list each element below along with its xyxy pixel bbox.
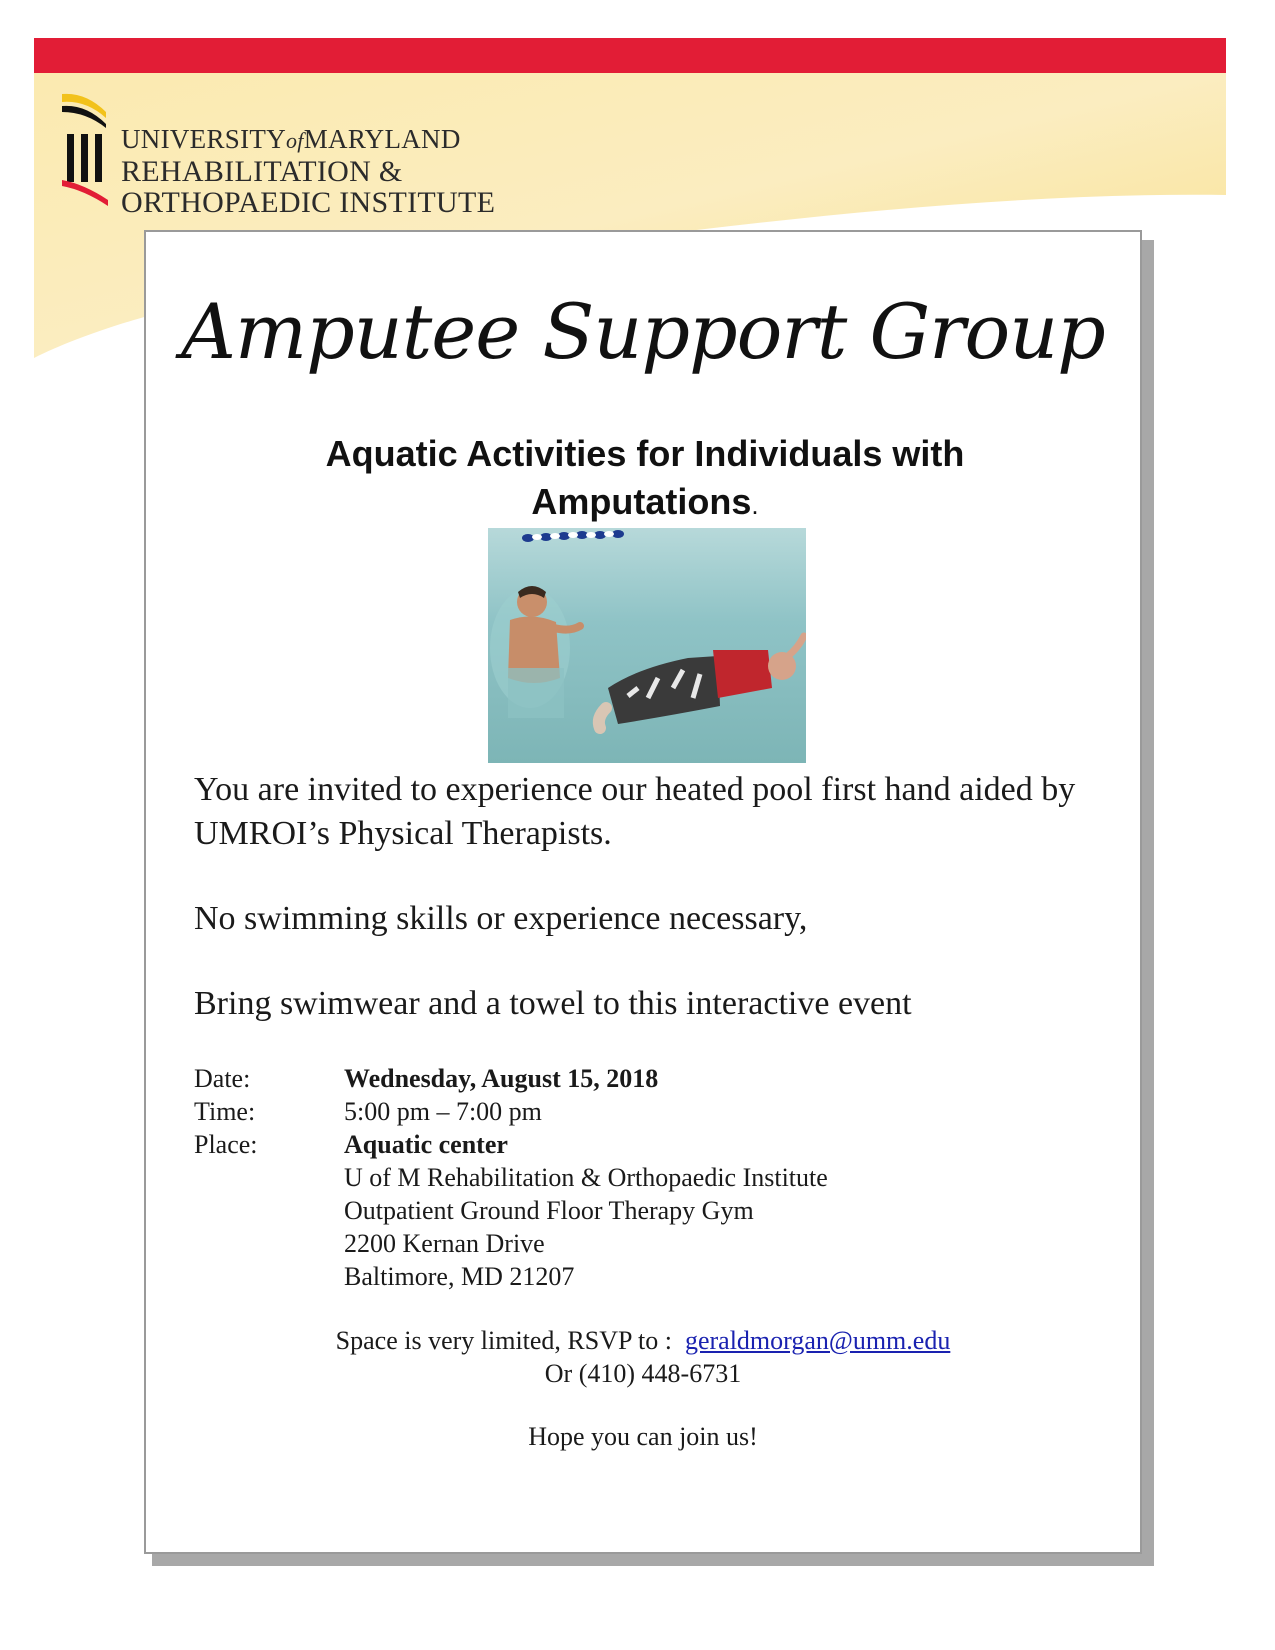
rsvp-email-link[interactable]: geraldmorgan@umm.edu [684, 1326, 951, 1355]
subtitle-amputations: Amputations [531, 481, 752, 522]
logo-orthopaedic: ORTHOPAEDIC INSTITUTE [121, 186, 496, 219]
event-details [194, 1062, 828, 1293]
place-value [344, 1128, 828, 1293]
logo-university: UNIVERSITY [121, 124, 286, 154]
logo-rehabilitation: REHABILITATION & [121, 155, 403, 188]
bring-text: Bring swimwear and a towel to this interactive event [194, 985, 912, 1022]
flyer-subtitle [236, 430, 1054, 529]
place-name: Aquatic center [344, 1130, 508, 1159]
time-row [194, 1095, 828, 1128]
date-row [194, 1062, 828, 1095]
flyer-card [144, 230, 1142, 1554]
rsvp-phone: Or (410) 448-6731 [544, 1359, 742, 1388]
logo-of: of [286, 128, 304, 153]
university-logo-text [121, 124, 495, 218]
address-line-1: U of M Rehabilitation & Orthopaedic Institute [344, 1163, 828, 1192]
time-value: 5:00 pm – 7:00 pm [344, 1097, 542, 1126]
closing-text: Hope you can join us! [528, 1422, 758, 1451]
address-line-2: Outpatient Ground Floor Therapy Gym [344, 1196, 754, 1225]
place-label: Place: [194, 1130, 258, 1159]
intro-text: You are invited to experience our heated pool first hand aided by UMROI’s Physical Therapists. [194, 771, 1076, 852]
time-label: Time: [194, 1097, 256, 1126]
header-red-bar [34, 38, 1226, 73]
address-line-4: Baltimore, MD 21207 [344, 1262, 575, 1291]
subtitle-period: . [751, 490, 759, 520]
subtitle-line-2 [236, 478, 1054, 529]
flyer-title: Amputee Support Group [181, 287, 1105, 376]
rsvp-text: Space is very limited, RSVP to : [335, 1326, 672, 1355]
rsvp-block [146, 1324, 1140, 1390]
date-label: Date: [194, 1064, 251, 1093]
place-row [194, 1128, 828, 1293]
address-line-3: 2200 Kernan Drive [344, 1229, 545, 1258]
pool-photo [488, 528, 806, 763]
subtitle-line-1: Aquatic Activities for Individuals with [325, 433, 965, 474]
date-value: Wednesday, August 15, 2018 [344, 1064, 659, 1093]
rsvp-line [146, 1324, 1140, 1357]
no-skills-text: No swimming skills or experience necessary, [194, 900, 808, 937]
logo-maryland: MARYLAND [303, 124, 461, 154]
university-logo-icon [60, 88, 112, 206]
